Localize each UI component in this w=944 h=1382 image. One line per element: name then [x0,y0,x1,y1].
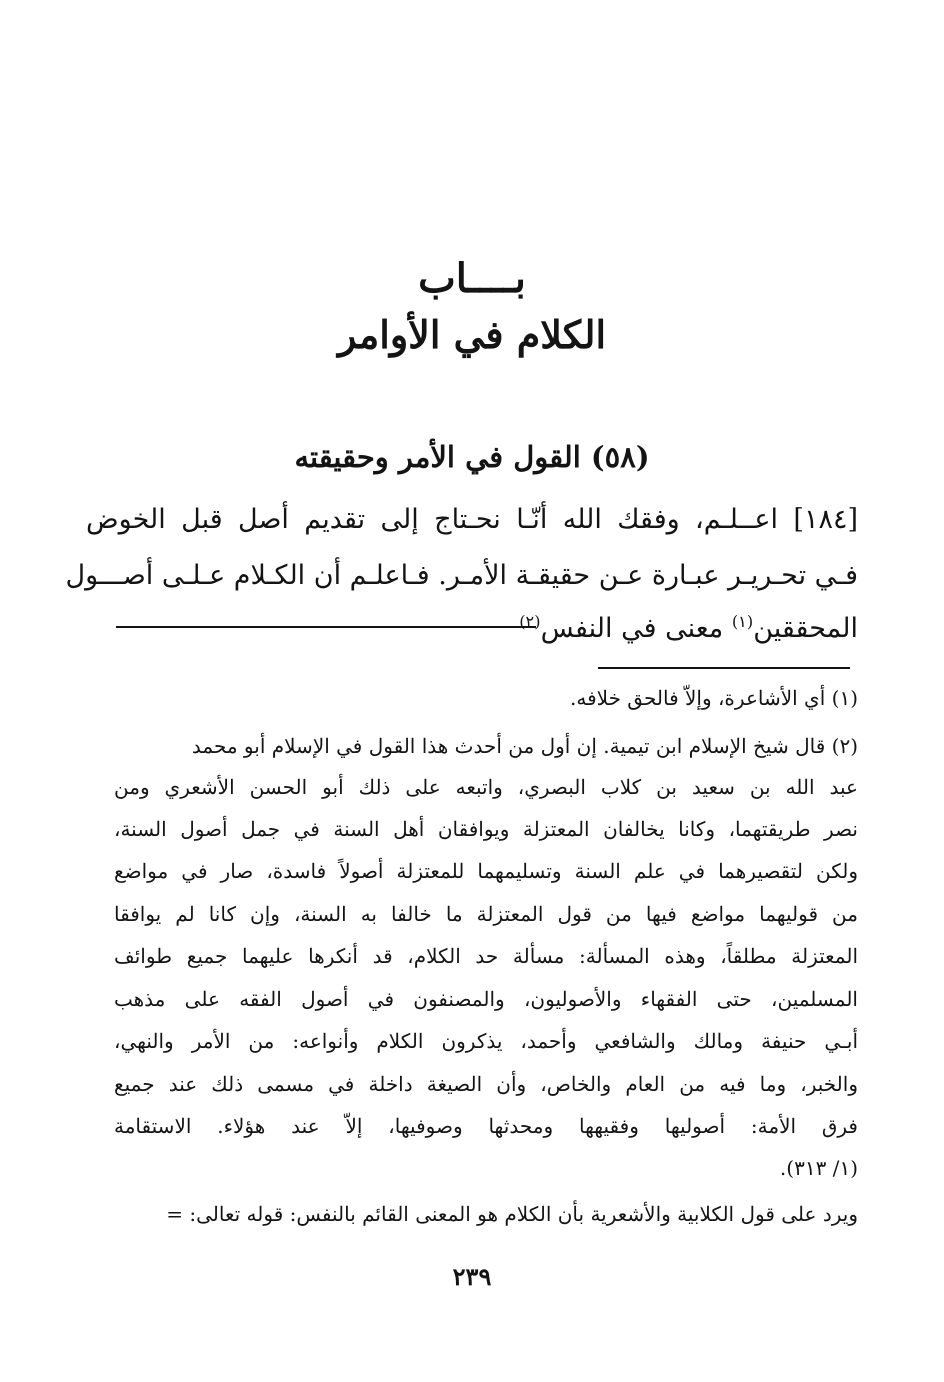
footnote-1 [86,682,858,714]
footnote-marker: (١) [831,686,858,710]
footnote-ref[interactable]: (١) [731,612,754,631]
footnote-line: المسلمين، حتى الفقهاء والأصوليون، والمصنفون في أصول الفقه على مذهب [114,987,858,1011]
footnote-ref[interactable]: (٢) [519,612,541,631]
main-text-segment: معنى في النفس [540,613,732,644]
chapter-title: الكلام في الأوامر [337,312,607,357]
footnote-line: عبد الله بن سعيد بن كلاب البصري، واتبعه على ذلك أبو الحسن الأشعري ومن [114,775,858,799]
page-number: ٢٣٩ [452,1262,492,1291]
footnote-line: أبـي حنيفة ومالك والشافعي وأحمد، يذكرون الكلام وأنواعه: من الأمر والنهي، [114,1029,858,1053]
footnote-continuation: ويرد على قول الكلابية والأشعرية بأن الكلام هو المعنى القائم بالنفس: قوله تعالى: = [166,1202,858,1226]
footnote-line: من قوليهما مواضع فيها من قول المعتزلة ما خالفا به السنة، وإن كانا لم يوافقا [114,902,858,926]
footnote-line: فرق الأمة: أصوليها وفقيهها ومحدثها وصوفيها، إلاّ عند هؤلاء. الاستقامة [114,1114,858,1138]
main-text-line: [١٨٤] اعــلـم، وفقك الله أنّـا نحـتاج إلى تقديم أصل قبل الخوض [86,504,858,535]
section-heading: (٥٨) القول في الأمر وحقيقته [294,440,650,474]
main-text-segment: المحققين [753,613,858,644]
main-text-line [519,602,858,649]
footnote-line: نصر طريقتهما، وكانا يخالفان المعتزلة ويوافقان أهل السنة في جمل أصول السنة، [114,817,858,841]
footnote-line: والخبر، وما فيه من العام والخاص، وأن الصيغة داخلة في مسمى ذلك عند جميع [114,1072,858,1096]
continuation-rule [116,626,536,628]
footnote-line: ولكن لتقصيرهما في علم السنة وتسليمهما للمعتزلة أصولاً فاسدة، صار في مواضع [114,859,858,883]
footnote-citation: (١/ ٣١٣). [779,1156,858,1180]
footnote-separator [598,667,850,669]
footnote-line: المعتزلة مطلقاً، وهذه المسألة: مسألة حد الكلام، قد أنكرها عليهما جميع طوائف [114,944,859,968]
chapter-heading: بــــاب [418,255,526,302]
footnote-2-first-line [86,730,858,762]
main-text-line: فـي تحـريـر عبـارة عـن حقيقـة الأمـر. فـاعلـم أن الكـلام عـلـى أصـــول [65,560,858,591]
footnote-marker: (٢) [831,734,858,758]
footnote-text: قال شيخ الإسلام ابن تيمية. إن أول من أحدث هذا القول في الإسلام أبو محمد [191,734,826,758]
footnote-text: أي الأشاعرة، وإلاّ فالحق خلافه. [570,686,826,710]
